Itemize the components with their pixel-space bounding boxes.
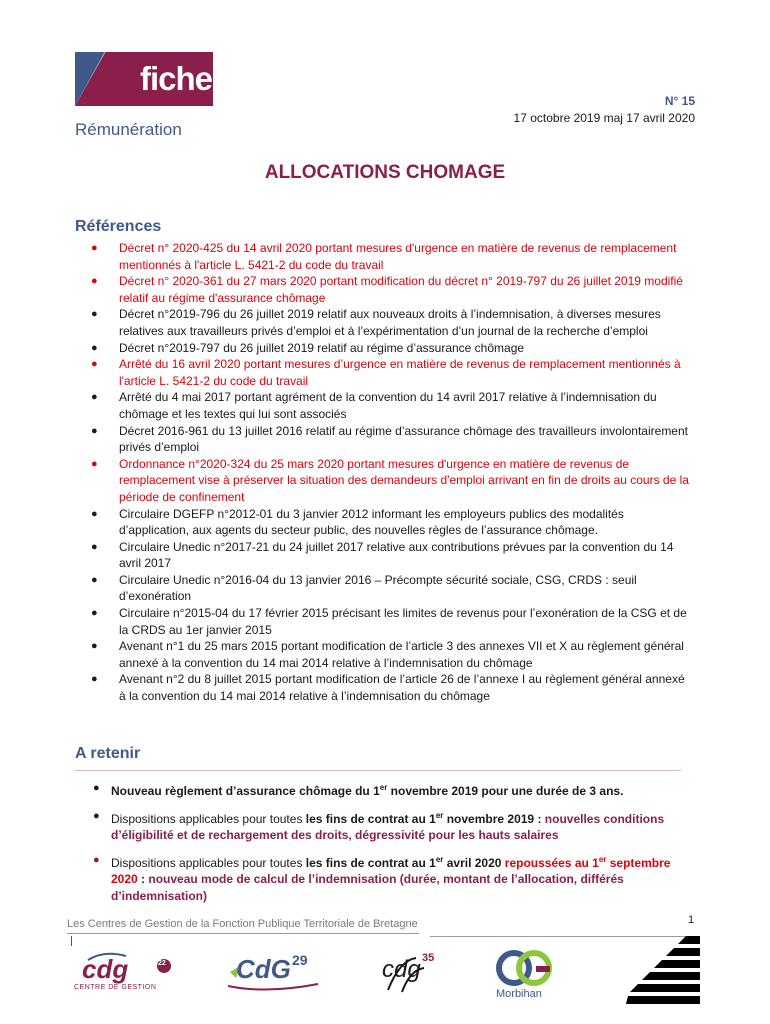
fiche-label: fiche [140, 60, 213, 97]
bullet-icon: ● [91, 391, 98, 404]
category-label: Rémunération [75, 120, 182, 139]
cdg29-logo-number: 29 [292, 952, 308, 968]
retenir-item: ● Dispositions applicables pour toutes les fins de contrat au 1er novembre 2019 : nouvelles conditions d’éligibilité et de rechargement des droits, dégressivité pour les hauts salaires [93, 809, 665, 842]
bullet-icon: ● [91, 607, 98, 620]
reference-item: ● Décret n° 2020-425 du 14 avril 2020 portant mesures d'urgence en matière de revenus de remplacement mentionnés à l'article L. 5421-2 du code du travail [91, 241, 677, 272]
bullet-icon: ● [91, 308, 98, 321]
reference-item: ● Décret n° 2020-361 du 27 mars 2020 portant modification du décret n° 2019-797 du 26 juillet 2019 modifié relatif au régime d'assurance chômage [91, 274, 683, 305]
document-date: 17 octobre 2019 maj 17 avril 2020 [513, 111, 695, 125]
retenir-divider [75, 770, 681, 771]
bullet-icon: ● [91, 457, 98, 470]
reference-item: ● Arrêté du 16 avril 2020 portant mesures d’urgence en matière de revenus de remplacement mentionnés à l'article L. 5421-2 du code du travail [91, 357, 681, 388]
references-heading: Références [75, 218, 162, 235]
reference-item: ● Avenant n°1 du 25 mars 2015 portant modification de l’article 3 des annexes VII et X au règlement général annexé à la convention du 14 mai 2014 relative à l’indemnisation du chômage [91, 639, 684, 670]
reference-item: ● Décret n°2019-797 du 26 juillet 2019 relatif au régime d’assurance chômage [91, 340, 525, 355]
bullet-icon: ● [91, 673, 98, 686]
reference-item: ● Décret 2016-961 du 13 juillet 2016 relatif au régime d’assurance chômage des travailleurs involontairement privés d’emploi [91, 423, 688, 455]
cdg22-logo-number: 22 [158, 960, 166, 967]
cdg22-logo-text: cdg [82, 954, 129, 984]
bullet-icon: ● [91, 358, 98, 371]
cdg56-logo-text: Morbihan [496, 988, 542, 1000]
stairs-graphic [626, 936, 700, 1004]
cdg56-logo-mark [492, 950, 562, 990]
reference-item: ● Ordonnance n°2020-324 du 25 mars 2020 portant mesures d'urgence en matière de revenus de remplacement vise à préserver la situation des demandeurs d'emploi arrivant en fin de droits au cours de la période de confinement [91, 456, 689, 504]
document-number: N° 15 [664, 94, 695, 108]
bullet-icon: ● [91, 341, 98, 354]
footer-divider [67, 933, 419, 934]
cdg35-logo-number: 35 [422, 952, 435, 964]
cdg29-logo-text: CdG [236, 954, 291, 984]
bullet-icon: ● [91, 540, 98, 553]
cdg35-logo [380, 950, 450, 1002]
bullet-icon: ● [91, 640, 98, 653]
retenir-item: ● Nouveau règlement d’assurance chômage du 1er novembre 2019 pour une durée de 3 ans. [93, 782, 624, 798]
footer-tick [71, 936, 72, 946]
page-number: 1 [688, 914, 695, 926]
cdg22-logo-subtitle: CENTRE DE GESTION [74, 984, 157, 991]
reference-item: ● Circulaire DGEFP n°2012-01 du 3 janvier 2012 informant les employeurs publics des modalités d’application, aux agents du secteur public, des nouvelles règles de l’assurance chômage. [91, 506, 624, 538]
retenir-list [93, 780, 693, 912]
cdg56-morbihan-logo [492, 950, 562, 1002]
bullet-icon: ● [93, 782, 100, 794]
bullet-icon: ● [91, 507, 98, 520]
corner-stairs-decoration [626, 936, 700, 1004]
bullet-icon: ● [91, 275, 98, 288]
reference-item: ● Arrêté du 4 mai 2017 portant agrément de la convention du 14 avril 2017 relative à l’indemnisation du chômage et les textes qui lui sont associés [91, 390, 657, 421]
cdg22-logo [74, 950, 174, 1002]
footer-organisation: Les Centres de Gestion de la Fonction Publique Territoriale de Bretagne [67, 918, 418, 930]
reference-item: ● Circulaire Unedic n°2017-21 du 24 juillet 2017 relative aux contributions prévues par la convention du 14 avril 2017 [91, 539, 674, 571]
cdg29-logo [226, 950, 326, 1002]
reference-item: ● Décret n°2019-796 du 26 juillet 2019 relatif aux nouveaux droits à l’indemnisation, à diverses mesures relatives aux travailleurs privés d’emploi et à l’expérimentation d’un journal de la recherche d’emploi [91, 307, 661, 338]
cdg35-logo-text: cdg [382, 956, 421, 983]
bullet-icon: ● [91, 424, 98, 437]
reference-item: ● Circulaire n°2015-04 du 17 février 2015 précisant les limites de revenus pour l’exonération de la CSG et de la CRDS au 1er janvier 2015 [91, 606, 687, 637]
reference-item: ● Avenant n°2 du 8 juillet 2015 portant modification de l’article 26 de l’annexe I au règlement général annexé à la convention du 14 mai 2014 relative à l’indemnisation du chômage [91, 672, 685, 704]
page-title: ALLOCATIONS CHOMAGE [264, 162, 506, 183]
bullet-icon: ● [93, 809, 100, 822]
bullet-icon: ● [91, 242, 98, 254]
references-list [91, 240, 691, 705]
retenir-item: ● Dispositions applicables pour toutes les fins de contrat au 1er avril 2020 repoussées au 1er septembre 2020 : nouveau mode de calcul de l’indemnisation (durée, montant de l’allocation, différés d’indemnisation) [93, 853, 671, 903]
bullet-icon: ● [93, 853, 100, 866]
bullet-icon: ● [91, 573, 98, 586]
reference-item: ● Circulaire Unedic n°2016-04 du 13 janvier 2016 – Précompte sécurité sociale, CSG, CRDS : seuil d’exonération [91, 572, 637, 604]
retenir-heading: A retenir [75, 745, 141, 762]
